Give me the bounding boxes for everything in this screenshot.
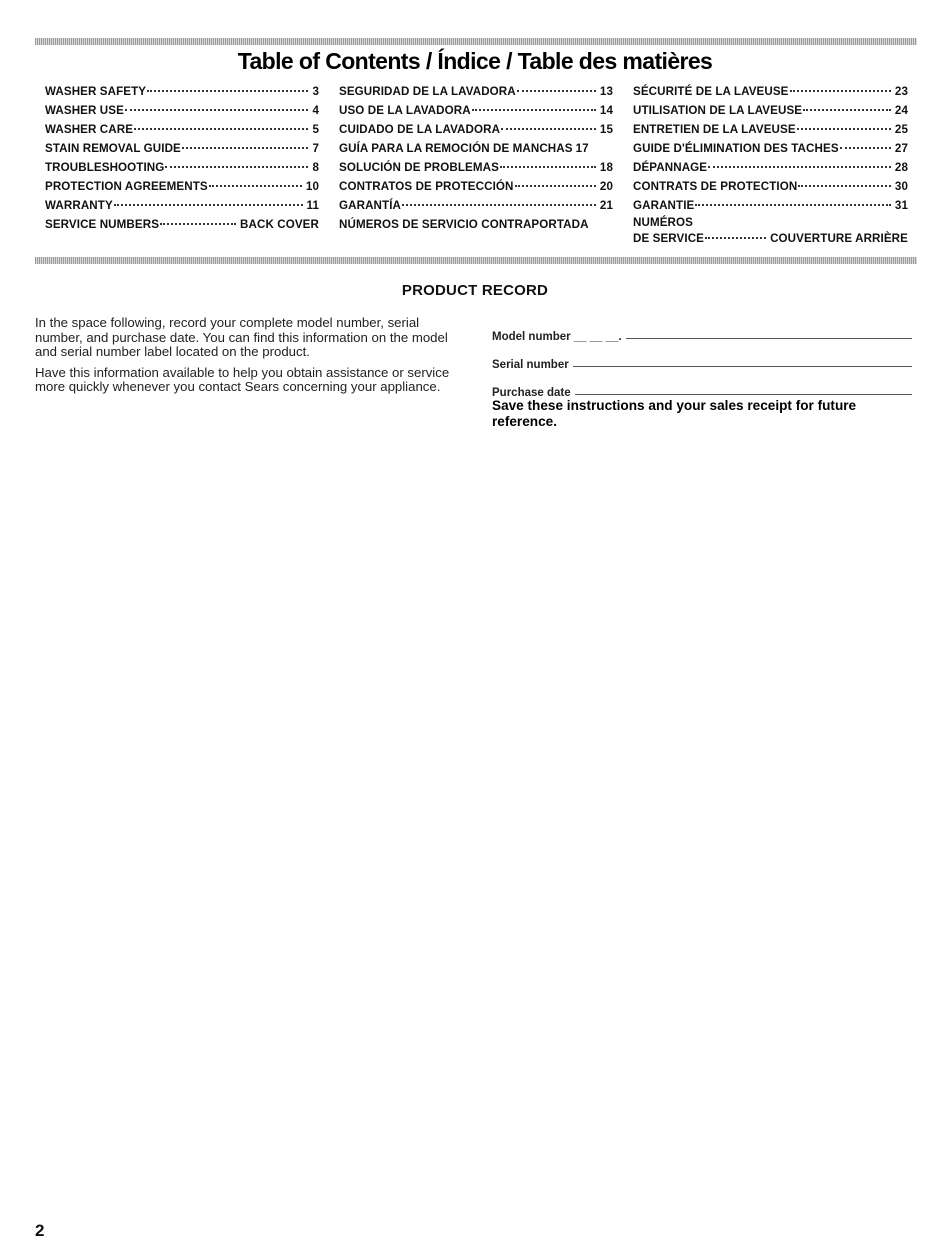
toc-column-english bbox=[45, 82, 319, 234]
intro-paragraph: Have this information available to help you obtain assistance or service more quickly whenever you contact Sears concerning your appliance. bbox=[35, 364, 450, 395]
toc-entry[interactable]: NÚMEROS DE SERVICIO CONTRAPORTADA bbox=[339, 218, 589, 231]
toc-entry[interactable]: NUMÉROS bbox=[633, 216, 693, 229]
product-record-intro bbox=[35, 316, 460, 401]
model-number-field[interactable] bbox=[492, 313, 912, 341]
toc-column-spanish bbox=[339, 82, 613, 234]
toc-entry[interactable]: DÉPANNAGE 28 bbox=[633, 161, 908, 174]
toc-entry[interactable]: CONTRATS DE PROTECTION 30 bbox=[633, 180, 908, 193]
toc-entry[interactable]: SEGURIDAD DE LA LAVADORA 13 bbox=[339, 85, 613, 98]
toc-entry[interactable]: GARANTÍA 21 bbox=[339, 199, 613, 212]
toc-title: Table of Contents / Índice / Table des matières bbox=[237, 48, 713, 74]
toc-entry[interactable]: SOLUCIÓN DE PROBLEMAS 18 bbox=[339, 161, 613, 174]
toc-entry[interactable]: TROUBLESHOOTING 8 bbox=[45, 161, 319, 174]
toc-entry-continued[interactable]: DE SERVICE COUVERTURE ARRIÈRE bbox=[633, 232, 908, 245]
toc-entry[interactable]: SERVICE NUMBERS BACK COVER bbox=[45, 218, 319, 231]
toc-entry[interactable]: SÉCURITÉ DE LA LAVEUSE 23 bbox=[633, 85, 908, 98]
toc-entry[interactable]: WASHER USE 4 bbox=[45, 104, 319, 117]
purchase-date-line[interactable] bbox=[575, 394, 912, 395]
toc-entry[interactable]: GARANTIE 31 bbox=[633, 199, 908, 212]
toc-entry[interactable]: GUIDE D'ÉLIMINATION DES TACHES 27 bbox=[633, 142, 908, 155]
intro-paragraph: In the space following, record your complete model number, serial number, and purchase date. You can find this information on the model and serial number label located on the product. bbox=[35, 315, 448, 360]
model-number-prefix: __ __ __. bbox=[573, 331, 622, 343]
serial-number-field[interactable] bbox=[492, 341, 912, 369]
toc-entry[interactable]: GUÍA PARA LA REMOCIÓN DE MANCHAS 17 bbox=[339, 142, 589, 155]
top-divider bbox=[35, 38, 917, 45]
purchase-date-label: Purchase date bbox=[492, 387, 571, 399]
toc-entry[interactable]: WASHER CARE 5 bbox=[45, 123, 319, 136]
toc-entry[interactable]: ENTRETIEN DE LA LAVEUSE 25 bbox=[633, 123, 908, 136]
toc-entry[interactable]: WARRANTY 11 bbox=[45, 199, 319, 212]
toc-entry[interactable]: STAIN REMOVAL GUIDE 7 bbox=[45, 142, 319, 155]
serial-number-line[interactable] bbox=[573, 366, 912, 367]
purchase-date-field[interactable] bbox=[492, 369, 912, 397]
toc-entry[interactable]: CONTRATOS DE PROTECCIÓN 20 bbox=[339, 180, 613, 193]
save-instructions-note: Save these instructions and your sales receipt for future reference. bbox=[492, 398, 857, 429]
toc-entry[interactable]: PROTECTION AGREEMENTS 10 bbox=[45, 180, 319, 193]
model-number-line[interactable] bbox=[626, 338, 912, 339]
serial-number-label: Serial number bbox=[492, 359, 569, 371]
middle-divider bbox=[35, 257, 917, 264]
toc-entry[interactable]: CUIDADO DE LA LAVADORA 15 bbox=[339, 123, 613, 136]
toc-entry[interactable]: USO DE LA LAVADORA 14 bbox=[339, 104, 613, 117]
toc-column-french bbox=[633, 82, 908, 247]
model-number-label: Model number __ __ __. bbox=[492, 331, 622, 343]
toc-entry[interactable]: UTILISATION DE LA LAVEUSE 24 bbox=[633, 104, 908, 117]
product-record-fields bbox=[492, 313, 912, 397]
product-record-title: PRODUCT RECORD bbox=[401, 282, 549, 299]
toc-entry[interactable]: WASHER SAFETY 3 bbox=[45, 85, 319, 98]
page-number: 2 bbox=[35, 1221, 45, 1240]
